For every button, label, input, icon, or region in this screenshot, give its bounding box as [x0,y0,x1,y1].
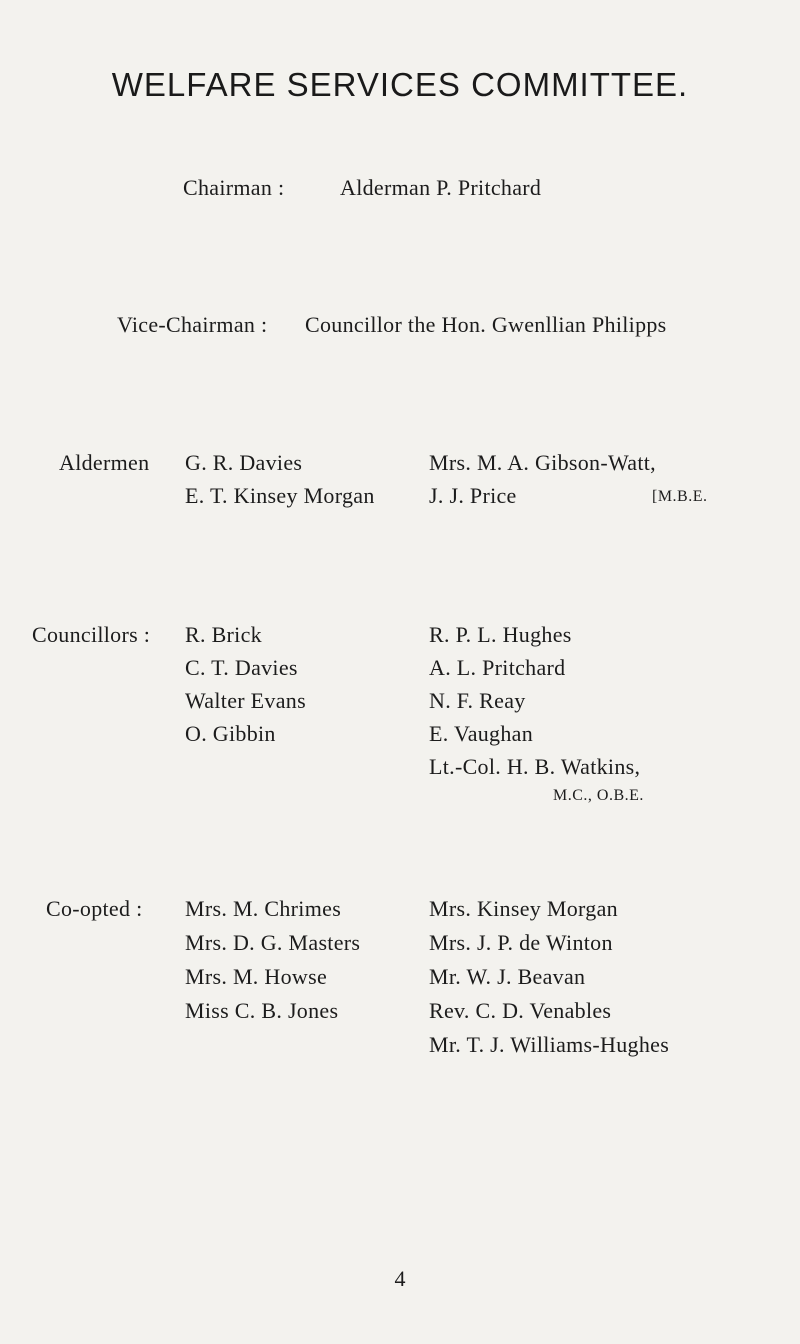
co-opted-label: Co-opted : [46,896,143,921]
councillor-name: Walter Evans [185,688,306,713]
councillor-name: N. F. Reay [429,688,526,713]
alderman-name: Mrs. M. A. Gibson-Watt, [429,450,656,475]
vice-chairman-label: Vice-Chairman : [117,312,268,337]
councillor-name: A. L. Pritchard [429,655,566,680]
councillor-name: R. P. L. Hughes [429,622,572,647]
councillor-honours: M.C., O.B.E. [553,787,644,804]
vice-chairman-name: Councillor the Hon. Gwenllian Philipps [305,312,667,337]
co-opted-member: Mrs. Kinsey Morgan [429,896,618,921]
alderman-honour: [M.B.E. [652,488,708,505]
co-opted-member: Mrs. J. P. de Winton [429,930,613,955]
councillor-name: Lt.-Col. H. B. Watkins, [429,754,641,779]
co-opted-member: Mrs. D. G. Masters [185,930,361,955]
councillor-name: C. T. Davies [185,655,298,680]
alderman-name: J. J. Price [429,483,517,508]
chairman-label: Chairman : [183,175,285,200]
page-number: 4 [394,1266,406,1291]
co-opted-member: Rev. C. D. Venables [429,998,612,1023]
alderman-name: E. T. Kinsey Morgan [185,483,375,508]
co-opted-member: Mrs. M. Chrimes [185,896,342,921]
aldermen-label: Aldermen [59,450,150,475]
councillor-name: O. Gibbin [185,721,276,746]
alderman-name: G. R. Davies [185,450,303,475]
chairman-name: Alderman P. Pritchard [340,175,542,200]
co-opted-member: Mr. W. J. Beavan [429,964,586,989]
co-opted-member: Mr. T. J. Williams-Hughes [429,1032,670,1057]
co-opted-member: Miss C. B. Jones [185,998,339,1023]
councillors-label: Councillors : [32,622,151,647]
page-title: WELFARE SERVICES COMMITTEE. [111,66,689,103]
co-opted-member: Mrs. M. Howse [185,964,328,989]
councillor-name: E. Vaughan [429,721,534,746]
councillor-name: R. Brick [185,622,262,647]
